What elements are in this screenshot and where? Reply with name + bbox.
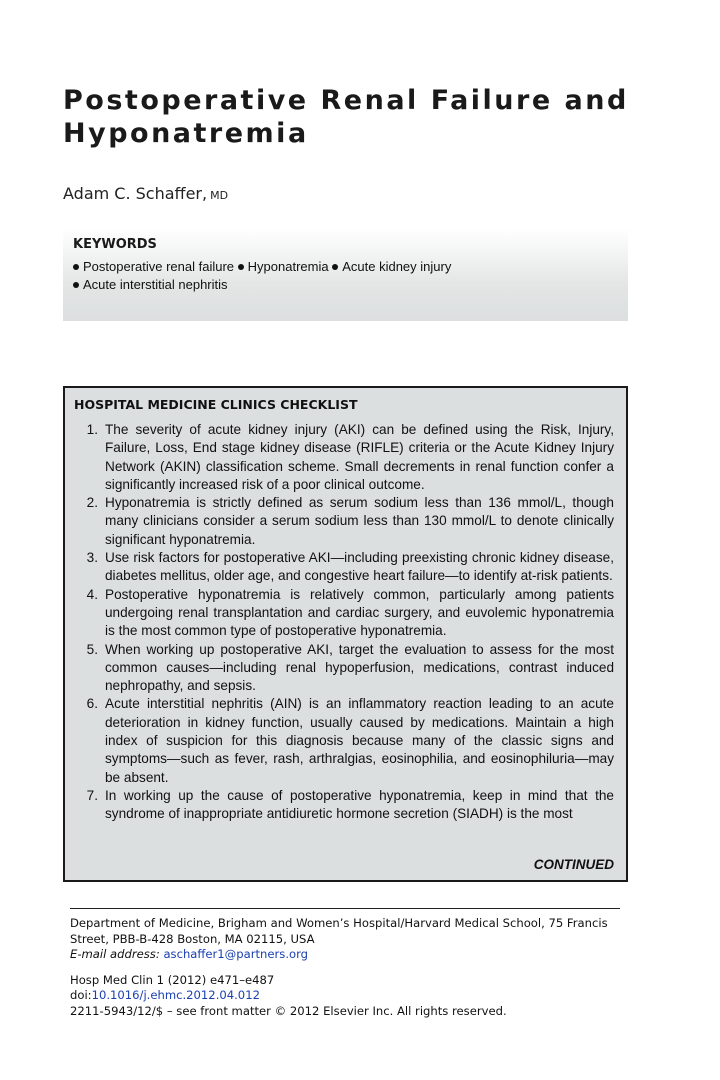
- bullet-icon: [73, 264, 79, 270]
- checklist-item: 6. Acute interstitial nephritis (AIN) is an inflammatory reaction leading to an acute deterioration in kidney function, usually caused by medications. Maintain a high index of suspicion for this diagnosis because many of the classic signs and symptoms—such as fever, rash, arthralgias, eosinophilia, and eosinophiluria—may be absent.: [86, 696, 614, 785]
- email-line: [70, 947, 622, 963]
- journal-citation: Hosp Med Clin 1 (2012) e471–e487: [70, 972, 275, 987]
- doi-label: doi:: [70, 988, 92, 1002]
- checklist-item: 3. Use risk factors for postoperative AKI—including preexisting chronic kidney disease, diabetes mellitus, older age, and congestive heart failure—to identify at-risk patients.: [86, 550, 614, 584]
- article-title: [63, 84, 663, 150]
- author-degree: MD: [210, 189, 229, 202]
- affiliation: Department of Medicine, Brigham and Women’s Hospital/Harvard Medical School, 75 Francis Street, PBB-B-428 Boston, MA 02115, USA: [70, 916, 608, 946]
- doi-link[interactable]: 10.1016/j.ehmc.2012.04.012: [91, 988, 260, 1002]
- bullet-icon: [238, 264, 244, 270]
- checklist-item: 1. The severity of acute kidney injury (AKI) can be defined using the Risk, Injury, Failure, Loss, End stage kidney disease (RIFLE) criteria or the Acute Kidney Injury Network (AKIN) classification scheme. Small decrements in renal function confer a significantly increased risk of a poor clinical outcome.: [86, 422, 614, 492]
- checklist-item: 5. When working up postoperative AKI, target the evaluation to assess for the most common causes—including renal hypoperfusion, medications, contrast induced nephropathy, and sepsis.: [86, 641, 614, 694]
- title-line-2: Hyponatremia: [63, 118, 309, 149]
- keywords-line-1: [73, 258, 628, 276]
- author-name: Adam C. Schaffer,: [63, 184, 208, 203]
- bullet-icon: [332, 264, 338, 270]
- continued-label: CONTINUED: [533, 857, 614, 872]
- author-line: [63, 184, 228, 203]
- email-label: E-mail address:: [70, 947, 160, 961]
- checklist-item: 4. Postoperative hyponatremia is relatively common, particularly among patients undergoing renal transplantation and cardiac surgery, and euvolemic hyponatremia is the most common type of postoperative hyponatremia.: [86, 586, 614, 639]
- checklist-item: 2. Hyponatremia is strictly defined as serum sodium less than 136 mmol/L, though many clinicians consider a serum sodium less than 130 mmol/L to denote clinically significant hyponatremia.: [86, 495, 614, 547]
- keyword-item: Postoperative renal failure: [73, 259, 234, 274]
- bullet-icon: [73, 282, 79, 288]
- footnote-divider: [70, 908, 620, 909]
- checklist-item: 7. In working up the cause of postoperative hyponatremia, keep in mind that the syndrome of inappropriate antidiuretic hormone secretion (SIADH) is the most: [86, 787, 614, 822]
- keywords-line-2: [73, 276, 628, 294]
- checklist-list: [74, 421, 614, 824]
- keyword-item: Hyponatremia: [238, 259, 329, 274]
- keywords-heading: KEYWORDS: [73, 237, 157, 252]
- checklist-box: [63, 386, 628, 882]
- doi-line: [70, 988, 622, 1004]
- copyright: 2211-5943/12/$ – see front matter © 2012 Elsevier Inc. All rights reserved.: [70, 1003, 507, 1018]
- keyword-item: Acute interstitial nephritis: [73, 277, 228, 292]
- title-line-1: Postoperative Renal Failure and: [63, 85, 629, 116]
- keyword-item: Acute kidney injury: [332, 259, 451, 274]
- checklist-heading: HOSPITAL MEDICINE CLINICS CHECKLIST: [74, 397, 358, 412]
- keywords-box: [63, 228, 628, 321]
- email-link[interactable]: aschaffer1@partners.org: [163, 947, 309, 961]
- footnote: [70, 916, 622, 1019]
